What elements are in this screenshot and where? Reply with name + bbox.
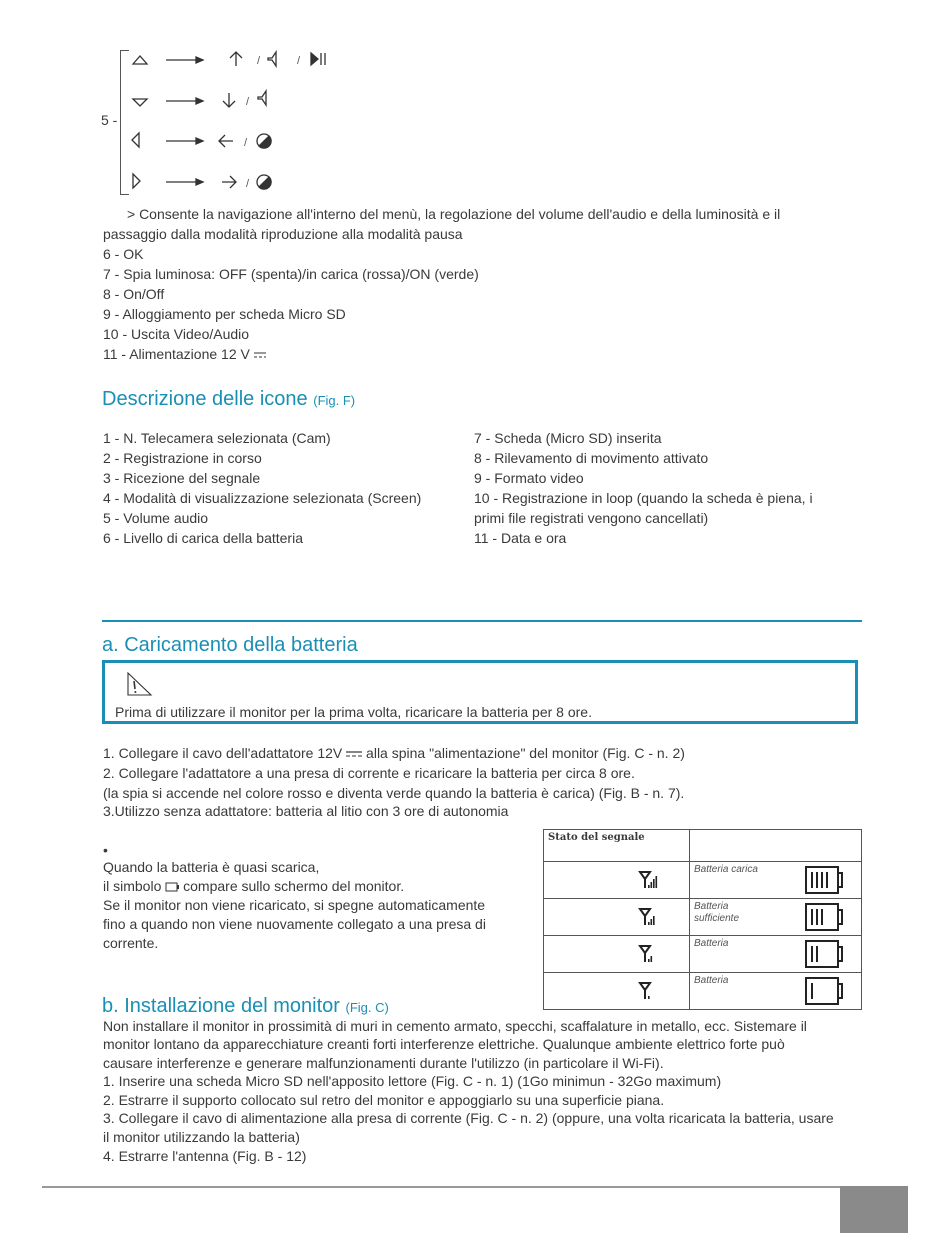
charge-step-1: 1. Collegare il cavo dell'adattatore 12V alla spina "alimentazione" del monitor (Fig. C - n. 2) xyxy=(103,745,685,761)
warning-note-box xyxy=(102,660,858,724)
page-number-block xyxy=(840,1186,908,1233)
section-a-title: a. Caricamento della batteria xyxy=(102,634,358,656)
low-battery-line-4: fino a quando non viene nuovamente collegato a una presa di xyxy=(103,916,486,932)
list-item: 2 - Registrazione in corso xyxy=(103,450,262,466)
left-key-icon xyxy=(132,133,139,147)
play-pause-icon xyxy=(311,53,325,65)
install-step-3-cont: il monitor utilizzando la batteria) xyxy=(103,1129,300,1145)
item-8: 8 - On/Off xyxy=(103,286,165,302)
nav-description-2: passaggio dalla modalità riproduzione alla modalità pausa xyxy=(103,226,463,242)
charge-step-2-note: (la spia si accende nel colore rosso e diventa verde quando la batteria è carica) (Fig. B - n. 7). xyxy=(103,785,685,801)
list-item: 6 - Livello di carica della batteria xyxy=(103,530,303,546)
dc-symbol-icon xyxy=(254,351,266,359)
list-item: 11 - Data e ora xyxy=(474,530,567,546)
signal-antenna-icon xyxy=(639,945,659,963)
footer-rule xyxy=(42,1186,840,1188)
section-divider xyxy=(102,620,862,622)
item-6: 6 - OK xyxy=(103,246,144,262)
table-row xyxy=(544,899,862,936)
dc-symbol-icon xyxy=(346,750,362,758)
battery-level-icon xyxy=(805,866,845,894)
right-arrow-icon xyxy=(222,176,236,188)
volume-up-icon xyxy=(268,52,276,66)
install-para-3: causare interferenze e generare malfunzionamenti durante l'utilizzo (in particolare il Wi-Fi). xyxy=(103,1055,664,1071)
low-battery-line-2: il simbolo compare sullo schermo del monitor. xyxy=(103,878,405,894)
item-10: 10 - Uscita Video/Audio xyxy=(103,326,250,342)
item-7: 7 - Spia luminosa: OFF (spenta)/in carica (rossa)/ON (verde) xyxy=(103,266,479,282)
item-11-label: 11 - Alimentazione 12 V xyxy=(103,346,250,362)
install-step-1: 1. Inserire una scheda Micro SD nell'apposito lettore (Fig. C - n. 1) (1Go minimun - 32Go maximum) xyxy=(103,1073,722,1089)
install-para-2: monitor lontano da apparecchiature creanti forti interferenze elettriche. Qualunque ambiente elettrico forte può xyxy=(103,1036,785,1052)
bullet: • xyxy=(103,842,108,858)
nav-diagram xyxy=(0,0,950,200)
install-para-1: Non installare il monitor in prossimità di muri in cemento armato, specchi, scaffalature in metallo, ecc. Sistemare il xyxy=(103,1018,807,1034)
list-item: 4 - Modalità di visualizzazione selezionata (Screen) xyxy=(103,490,422,506)
up-arrow-icon xyxy=(230,52,242,66)
install-step-3: 3. Collegare il cavo di alimentazione alla presa di corrente (Fig. C - n. 2) (oppure, una volta ricaricata la batteria, usare xyxy=(103,1110,834,1126)
battery-low-icon xyxy=(165,882,179,892)
list-item: 1 - N. Telecamera selezionata (Cam) xyxy=(103,430,331,446)
down-key-icon xyxy=(133,99,147,106)
separator: / xyxy=(246,178,250,190)
charge-step-2: 2. Collegare l'adattatore a una presa di corrente e ricaricare la batteria per circa 8 ore. xyxy=(103,765,635,781)
table-row xyxy=(544,973,862,1010)
list-item: 9 - Formato video xyxy=(474,470,584,486)
left-arrow-icon xyxy=(219,135,233,147)
up-key-icon xyxy=(133,56,147,64)
battery-label: Batteria xyxy=(694,975,729,986)
table-header: Stato del segnale xyxy=(548,832,645,843)
list-item: 7 - Scheda (Micro SD) inserita xyxy=(474,430,662,446)
battery-label: Batteria xyxy=(694,938,729,949)
nav-description-1: > Consente la navigazione all'interno del menù, la regolazione del volume dell'audio e della luminosità e il xyxy=(127,206,781,222)
section-b-title: b. Installazione del monitor (Fig. C) xyxy=(102,995,389,1017)
separator: / xyxy=(297,55,301,67)
charge-step-3: 3.Utilizzo senza adattatore: batteria al litio con 3 ore di autonomia xyxy=(103,803,509,819)
low-battery-line-3: Se il monitor non viene ricaricato, si spegne automaticamente xyxy=(103,897,486,913)
signal-antenna-icon xyxy=(639,908,659,926)
battery-level-icon xyxy=(805,977,845,1005)
list-item: 5 - Volume audio xyxy=(103,510,209,526)
low-battery-line-1: Quando la batteria è quasi scarica, xyxy=(103,859,320,875)
volume-down-icon xyxy=(258,91,266,105)
table-row xyxy=(544,862,862,899)
low-battery-line-5: corrente. xyxy=(103,935,159,951)
icons-list-left xyxy=(103,428,421,548)
separator: / xyxy=(246,96,250,108)
icons-list-right xyxy=(474,428,813,548)
list-item: 3 - Ricezione del segnale xyxy=(103,470,261,486)
list-item: 8 - Rilevamento di movimento attivato xyxy=(474,450,709,466)
table-row xyxy=(544,936,862,973)
warning-icon xyxy=(125,671,153,697)
signal-antenna-icon xyxy=(639,871,659,889)
nav-item-number: 5 - xyxy=(101,112,118,128)
item-11 xyxy=(103,344,266,364)
separator: / xyxy=(257,55,261,67)
icons-section-title: Descrizione delle icone (Fig. F) xyxy=(102,388,356,410)
battery-level-icon xyxy=(805,940,845,968)
warning-note-text: Prima di utilizzare il monitor per la prima volta, ricaricare la batteria per 8 ore. xyxy=(115,704,592,720)
battery-label: Batteria sufficiente xyxy=(694,901,740,924)
battery-label: Batteria carica xyxy=(694,864,758,875)
install-step-4: 4. Estrarre l'antenna (Fig. B - 12) xyxy=(103,1148,307,1164)
down-arrow-icon xyxy=(223,93,235,107)
item-9: 9 - Alloggiamento per scheda Micro SD xyxy=(103,306,346,322)
list-item: 10 - Registrazione in loop (quando la scheda è piena, i xyxy=(474,490,813,506)
signal-antenna-icon xyxy=(639,982,659,1000)
battery-level-icon xyxy=(805,903,845,931)
signal-status-table xyxy=(543,829,862,1010)
list-item: primi file registrati vengono cancellati) xyxy=(474,510,709,526)
right-key-icon xyxy=(133,174,140,188)
separator: / xyxy=(244,137,248,149)
install-step-2: 2. Estrarre il supporto collocato sul retro del monitor e appoggiarlo su una superficie piana. xyxy=(103,1092,665,1108)
